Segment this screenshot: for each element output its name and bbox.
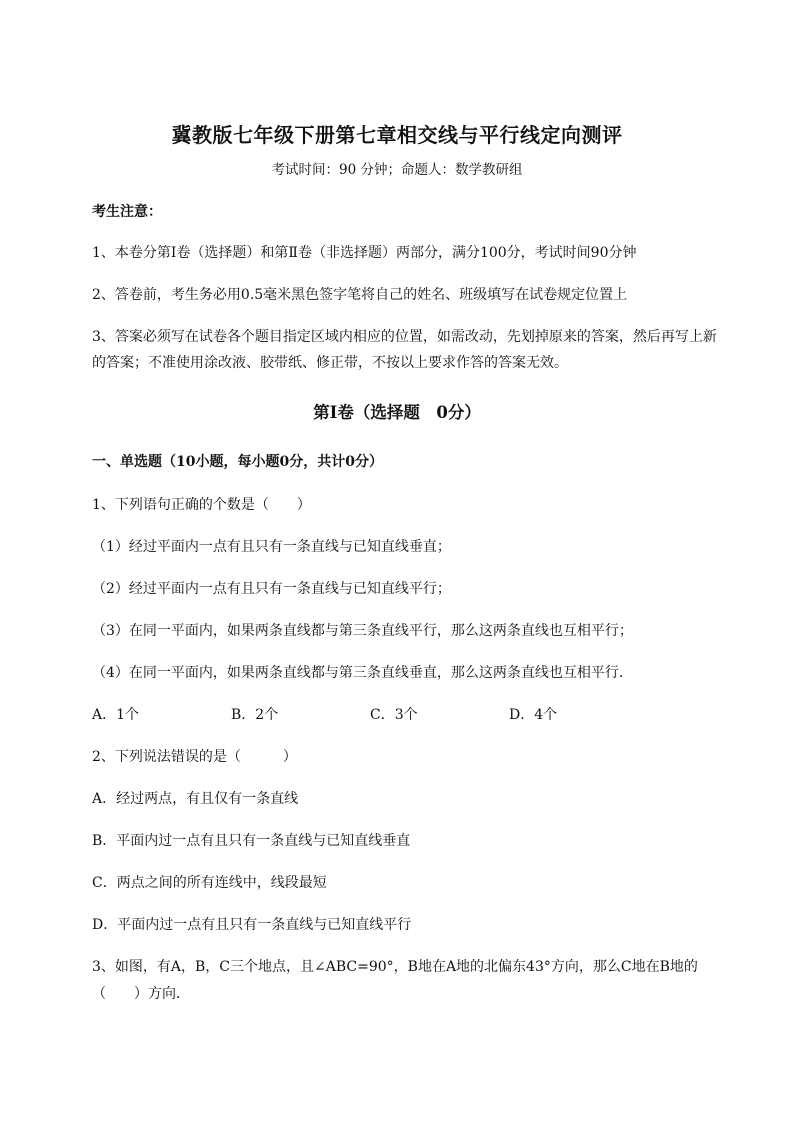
question-1-stem: 1、下列语句正确的个数是（ ） <box>92 497 311 513</box>
question-2-option-a: A．经过两点，有且仅有一条直线 <box>92 791 299 807</box>
question-1-option-b: B．2个 <box>231 707 279 723</box>
part-heading: 一、单选题（10小题，每小题0分，共计0分） <box>92 454 383 470</box>
question-2-stem: 2、下列说法错误的是（ ） <box>92 749 297 765</box>
question-2-option-b: B．平面内过一点有且只有一条直线与已知直线垂直 <box>92 833 411 849</box>
question-1-option-d: D．4个 <box>509 707 558 723</box>
section-title: 第Ⅰ卷（选择题 0分） <box>313 403 481 422</box>
exam-info: 考试时间：90 分钟；命题人：数学教研组 <box>271 162 523 178</box>
notice-item-3: 3、答案必须写在试卷各个题目指定区域内相应的位置，如需改动，先划掉原来的答案，然后再写上新 <box>92 329 717 345</box>
notice-item-1: 1、本卷分第Ⅰ卷（选择题）和第Ⅱ卷（非选择题）两部分，满分100分，考试时间90分钟 <box>92 245 637 261</box>
notice-item-2: 2、答卷前，考生务必用0.5毫米黑色签字笔将自己的姓名、班级填写在试卷规定位置上 <box>92 287 628 303</box>
notice-item-3-continued: 的答案；不准使用涂改液、胶带纸、修正带，不按以上要求作答的答案无效。 <box>92 355 568 371</box>
question-3-stem: 3、如图，有A，B，C三个地点，且∠ABC=90°，B地在A地的北偏东43°方向，那么C地在B地的 <box>92 959 698 975</box>
question-1-option-a: A．1个 <box>92 707 140 723</box>
question-3-stem-continued: （ ）方向． <box>92 986 190 1002</box>
question-1-statement-3: （3）在同一平面内，如果两条直线都与第三条直线平行，那么这两条直线也互相平行； <box>92 623 633 639</box>
question-1-statement-1: （1）经过平面内一点有且只有一条直线与已知直线垂直； <box>92 539 451 555</box>
page-title: 冀教版七年级下册第七章相交线与平行线定向测评 <box>171 123 623 147</box>
question-2-option-c: C．两点之间的所有连线中，线段最短 <box>92 875 327 891</box>
question-1-statement-4: （4）在同一平面内，如果两条直线都与第三条直线垂直，那么这两条直线也互相平行． <box>92 665 633 681</box>
notice-heading: 考生注意： <box>92 204 162 220</box>
question-1-statement-2: （2）经过平面内一点有且只有一条直线与已知直线平行； <box>92 581 451 597</box>
question-1-option-c: C．3个 <box>370 707 418 723</box>
question-2-option-d: D．平面内过一点有且只有一条直线与已知直线平行 <box>92 917 412 933</box>
